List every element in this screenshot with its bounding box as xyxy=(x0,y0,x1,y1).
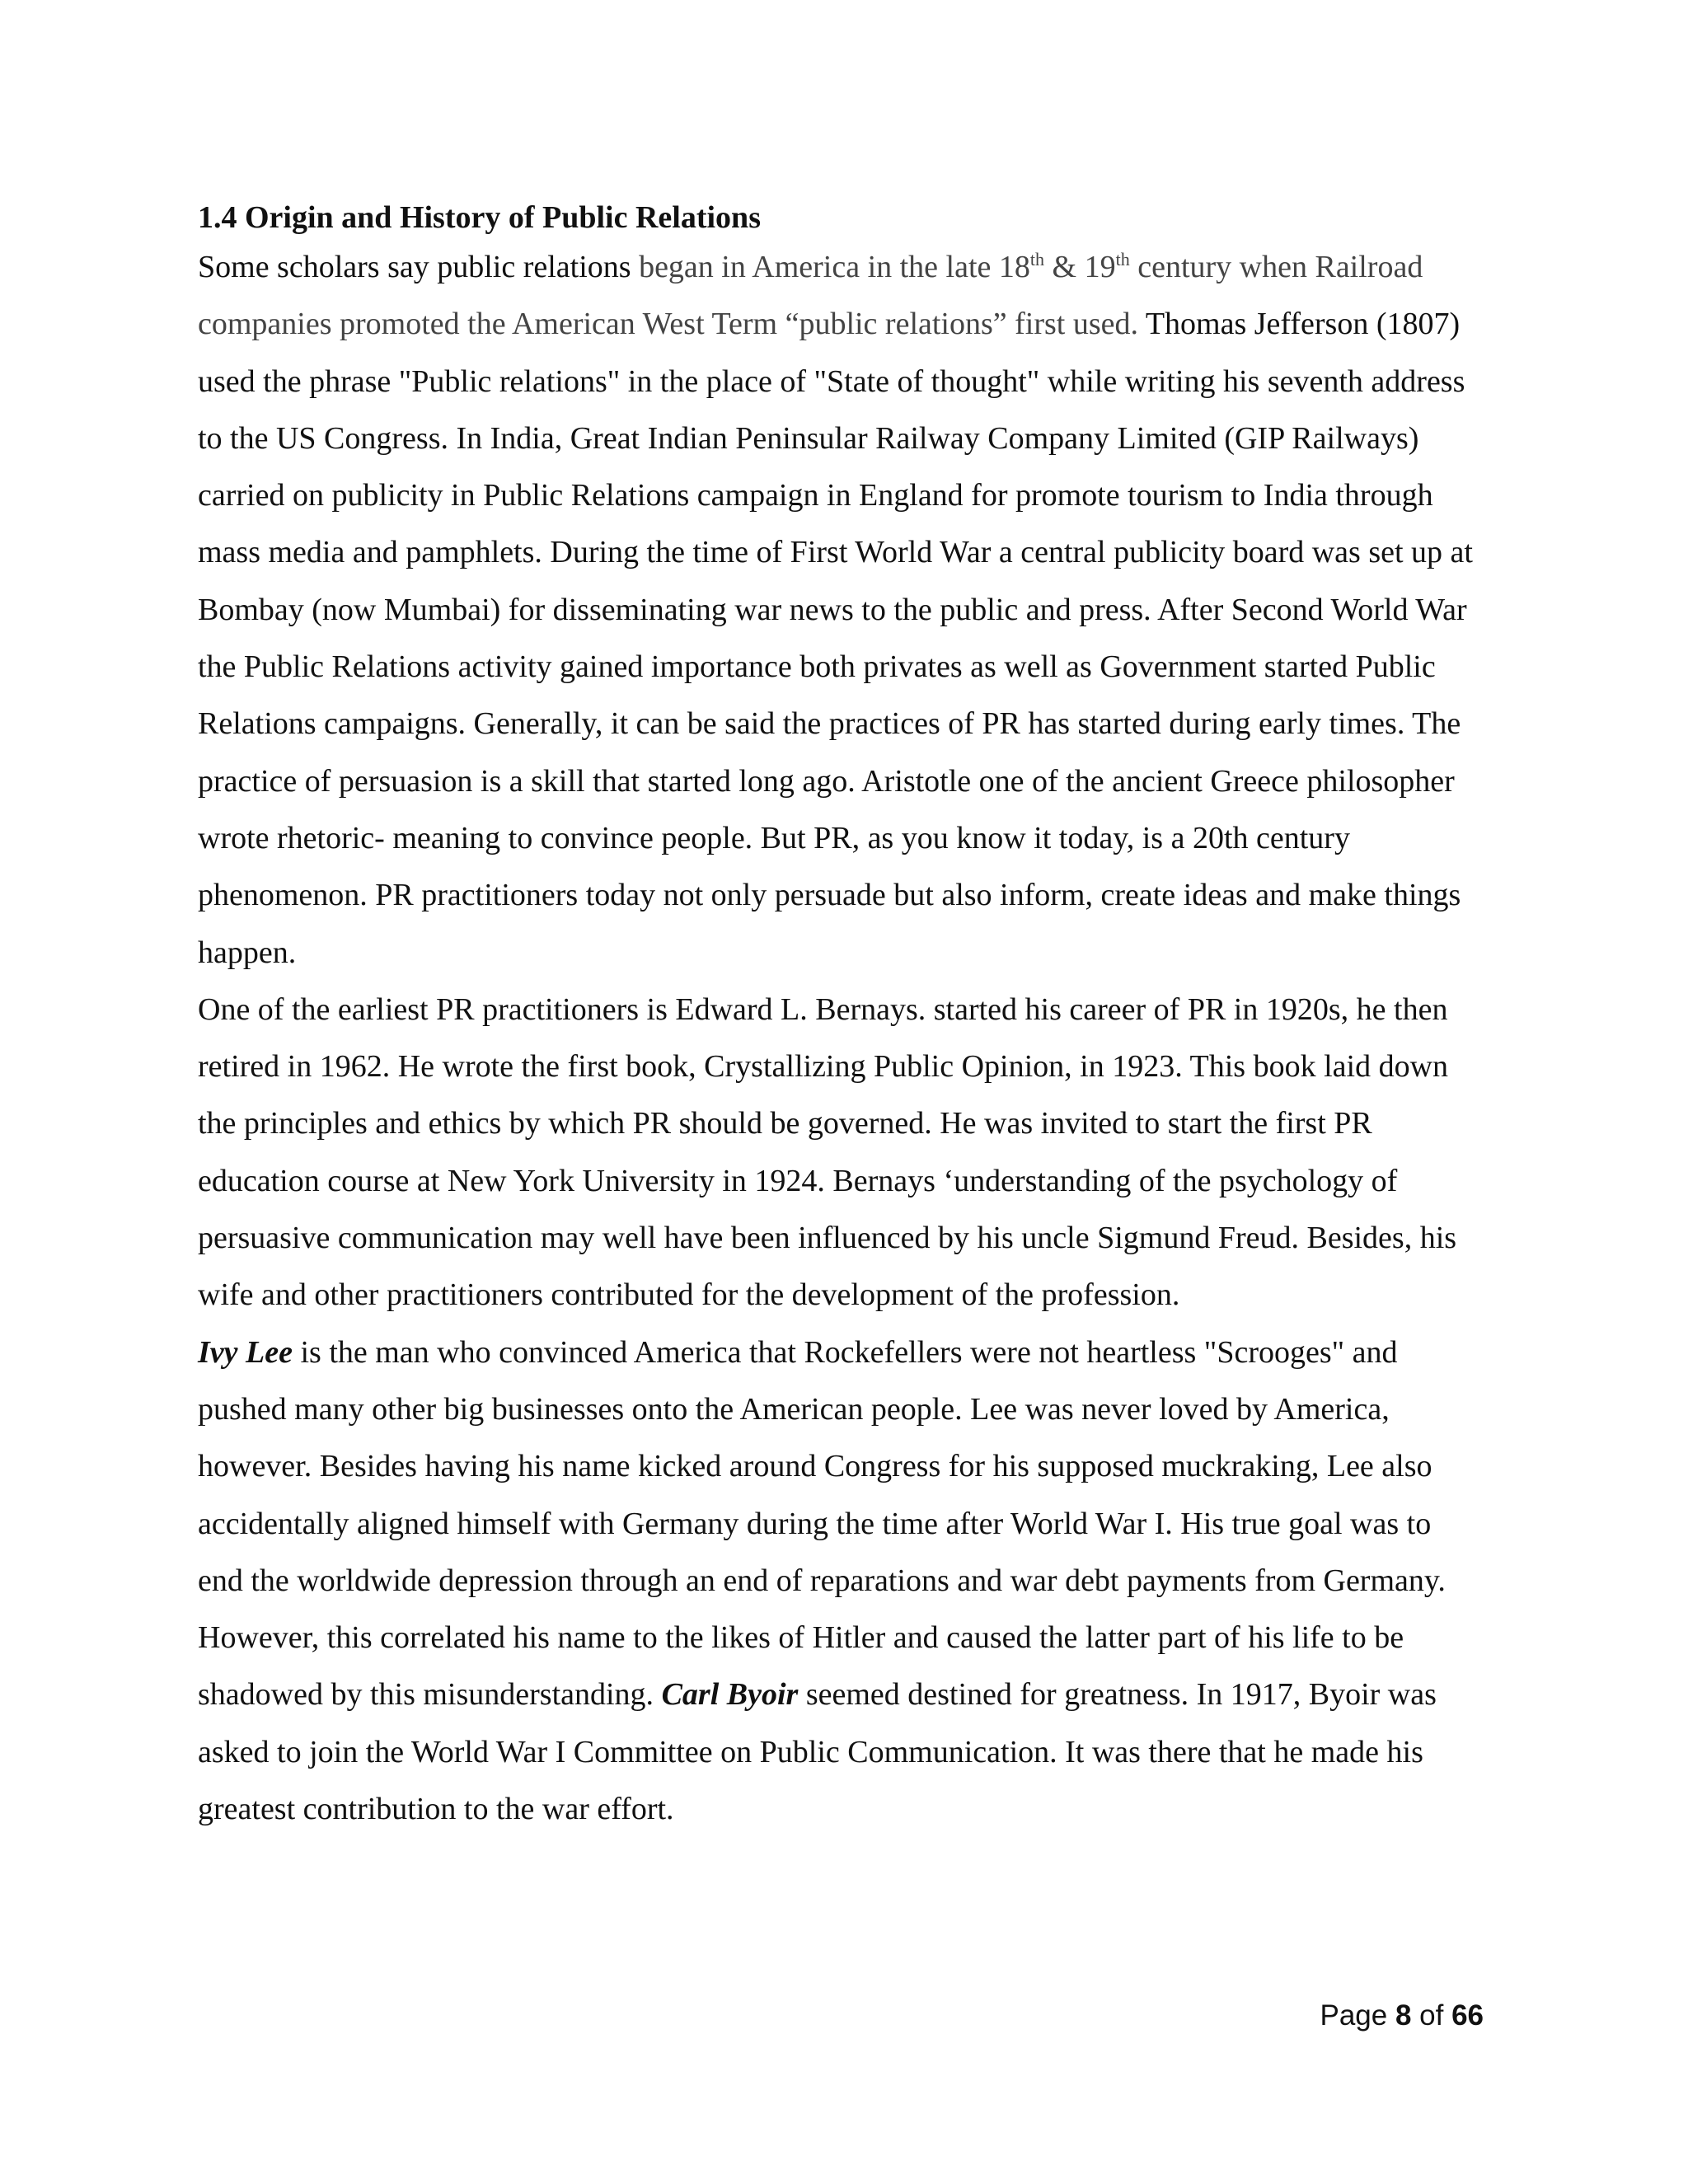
page-footer xyxy=(1320,1999,1484,2032)
section-heading: 1.4 Origin and History of Public Relations xyxy=(198,200,761,235)
p1-text-3: Thomas Jefferson (1807) used the phrase "Public relations" in the place of "State of thought" while writing his seventh address to the US Congress. In India, Great Indian Peninsular Railway Company Limited (GIP Railways) carried on publicity in Public Relations campaign in England for promote tourism to India through mass media and pamphlets. During the time of First World War a central publicity board was set up at Bombay (now Mumbai) for disseminating war news to the public and press. After Second World War the Public Relations activity gained importance both privates as well as Government started Public Relations campaigns. Generally, it can be said the practices of PR has started during early times. The practice of persuasion is a skill that started long ago. Aristotle one of the ancient Greece philosopher wrote rhetoric- meaning to convince people. But PR, as you know it today, is a 20th century phenomenon. PR practitioners today not only persuade but also inform, create ideas and make things happen. xyxy=(198,307,1473,970)
page-content xyxy=(198,196,1484,1838)
p3-text-1: is the man who convinced America that Rockefellers were not heartless "Scrooges" and pushed many other big businesses onto the American people. Lee was never loved by America, however. Besides having his name kicked around Congress for his supposed muckraking, Lee also accidentally aligned himself with Germany during the time after World War I. His true goal was to end the worldwide depression through an end of reparations and war debt payments from Germany. However, this correlated his name to the likes of Hitler and caused the latter part of his life to be shadowed by this misunderstanding. xyxy=(198,1334,1446,1713)
paragraph-origin xyxy=(198,239,1484,982)
footer-page-number: 8 xyxy=(1395,1999,1412,2032)
superscript-th-2: th xyxy=(1115,249,1130,269)
p1-text-2c: century when Railroad companies promoted the American West Term “public relations” first used. xyxy=(198,250,1423,342)
paragraph-bernays: One of the earliest PR practitioners is Edward L. Bernays. started his career of PR in 1920s, he then retired in 1962. He wrote the first book, Crystallizing Public Opinion, in 1923. This book laid down the principles and ethics by which PR should be governed. He was invited to start the first PR education course at New York University in 1924. Bernays ‘understanding of the psychology of persuasive communication may well have been influenced by his uncle Sigmund Freud. Besides, his wife and other practitioners contributed for the development of the profession. xyxy=(198,991,1457,1313)
name-ivy-lee: Ivy Lee xyxy=(198,1334,293,1370)
footer-page-word: Page xyxy=(1320,1999,1395,2032)
p3-text-2: seemed destined for greatness. In 1917, Byoir was asked to join the World War I Committee on Public Communication. It was there that he made his greatest contribution to the war effort. xyxy=(198,1677,1437,1827)
footer-total-pages: 66 xyxy=(1451,1999,1484,2032)
p1-text-1: Some scholars say public relations xyxy=(198,250,640,284)
superscript-th-1: th xyxy=(1029,249,1045,269)
paragraph-lee-byoir xyxy=(198,1324,1484,1839)
name-carl-byoir: Carl Byoir xyxy=(661,1677,799,1713)
footer-of-word: of xyxy=(1411,1999,1452,2032)
p1-text-2b: & 19 xyxy=(1044,250,1116,284)
p1-text-2a: began in America in the late 18 xyxy=(639,250,1030,284)
